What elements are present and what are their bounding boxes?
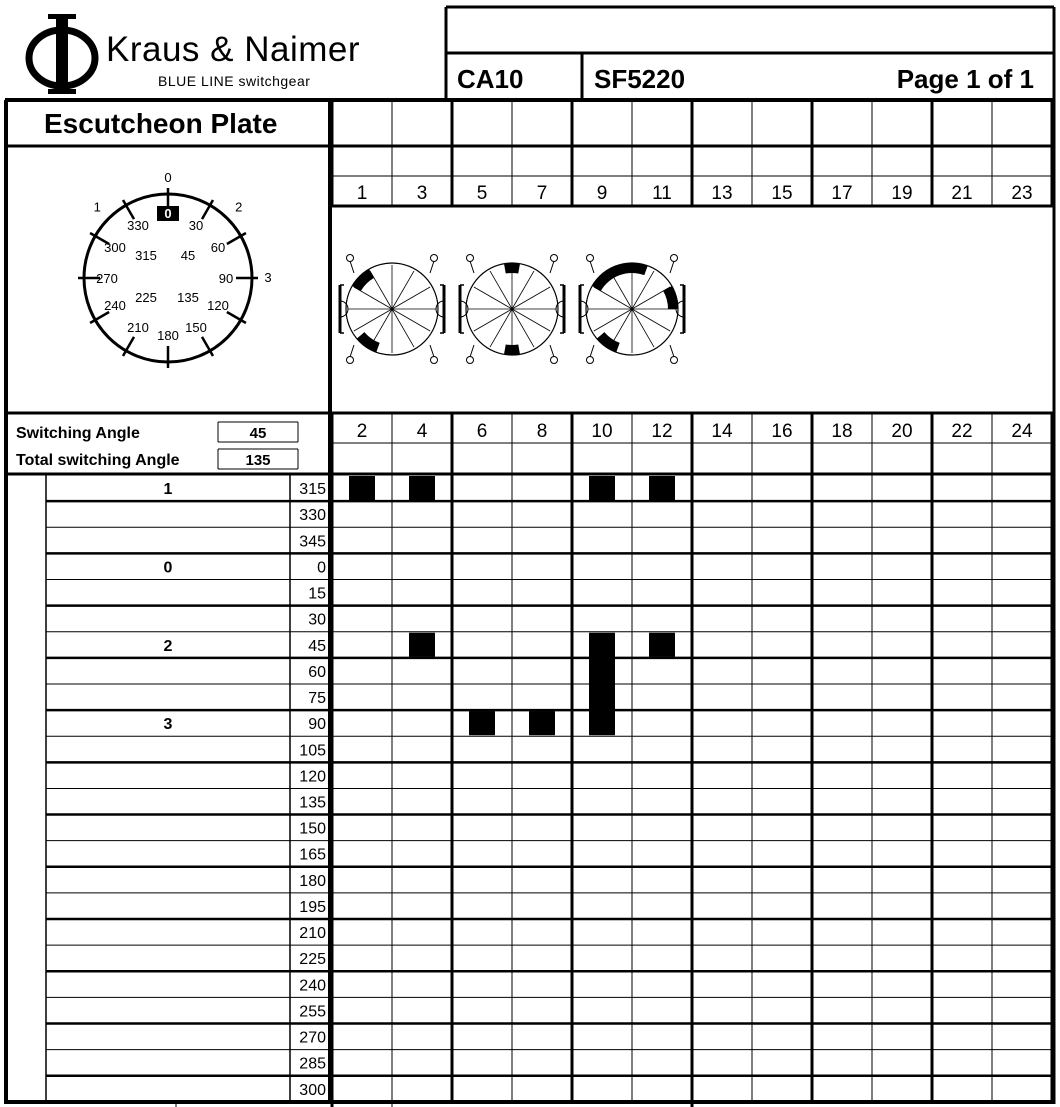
dial-degree-label: 60 (210, 240, 226, 255)
terminal-top-label: 15 (771, 183, 793, 204)
row-angle-label: 60 (308, 663, 326, 681)
stage-lead (550, 261, 554, 273)
stage-terminal (431, 357, 438, 364)
stage-lead (550, 345, 554, 357)
dial-position-label: 2 (235, 199, 243, 215)
closed-contact-mark (589, 633, 615, 735)
terminal-bottom-label: 24 (1011, 421, 1033, 442)
row-angle-label: 135 (299, 794, 326, 812)
row-angle-label: 240 (299, 977, 326, 995)
closed-contact-mark (589, 476, 615, 500)
row-angle-label: 255 (299, 1003, 326, 1021)
terminal-bottom-label: 8 (536, 421, 548, 442)
terminal-top-label: 19 (891, 183, 913, 204)
stage-terminal (347, 357, 354, 364)
dial-degree-label: 120 (207, 298, 229, 313)
row-angle-label: 30 (308, 611, 326, 629)
terminal-top-label: 7 (536, 183, 548, 204)
row-angle-label: 270 (299, 1029, 326, 1047)
dial-degree-label: 0 (164, 206, 172, 221)
row-angle-label: 120 (299, 768, 326, 786)
dial-degree-label: 330 (127, 218, 149, 233)
stage-lead (470, 345, 474, 357)
stage-lead (590, 345, 594, 357)
page-indicator: Page 1 of 1 (896, 64, 1034, 94)
terminal-top-label: 11 (652, 183, 672, 204)
terminal-top-label: 9 (596, 183, 608, 204)
contact-stage (460, 255, 564, 364)
stage-lead (590, 261, 594, 273)
contact-stage (580, 255, 684, 364)
total-switching-angle-value: 135 (245, 452, 271, 469)
angle-rows (164, 481, 327, 1099)
stage-lead (670, 261, 674, 273)
dial-degree-label: 270 (96, 271, 118, 286)
terminal-bottom-label: 16 (771, 421, 793, 442)
stage-terminal (671, 357, 678, 364)
dial-degree-label: 240 (104, 298, 126, 313)
row-angle-label: 210 (299, 925, 326, 943)
stage-terminal (587, 255, 594, 262)
terminal-bottom-label: 18 (831, 421, 853, 442)
escutcheon-dial (78, 170, 272, 368)
stage-contact-arc (504, 344, 520, 355)
closed-contact-mark (469, 711, 495, 735)
row-position-label: 2 (163, 637, 173, 655)
terminal-top-label: 1 (356, 183, 368, 204)
terminal-bottom-label: 2 (356, 421, 368, 442)
dial-degree-label: 45 (180, 248, 196, 263)
brand-subtitle: BLUE LINE switchgear (158, 73, 311, 89)
terminal-bottom-label: 14 (711, 421, 733, 442)
dial-degree-label: 180 (157, 328, 179, 343)
row-angle-label: 300 (299, 1081, 326, 1099)
stage-terminal (467, 255, 474, 262)
closed-contact-mark (409, 476, 435, 500)
row-angle-label: 90 (308, 716, 326, 734)
stage-lead (350, 345, 354, 357)
stage-terminal (467, 357, 474, 364)
terminal-bottom-label: 6 (476, 421, 488, 442)
dial-degree-label: 30 (188, 218, 204, 233)
stage-terminal (347, 255, 354, 262)
total-switching-angle-label: Total switching Angle (16, 452, 180, 469)
terminal-bottom-label: 12 (651, 421, 673, 442)
row-position-label: 1 (163, 481, 173, 499)
closed-contact-mark (649, 633, 675, 657)
series-code: CA10 (457, 64, 524, 94)
stage-terminal (587, 357, 594, 364)
stage-lead (430, 261, 434, 273)
stage-lead (430, 345, 434, 357)
row-angle-label: 75 (308, 690, 326, 708)
terminal-labels (357, 183, 1033, 442)
dial-degree-label: 135 (177, 290, 199, 305)
closed-contact-mark (529, 711, 555, 735)
stage-lead (470, 261, 474, 273)
row-angle-label: 150 (299, 820, 326, 838)
closed-contact-mark (649, 476, 675, 500)
row-angle-label: 0 (317, 559, 326, 577)
stage-terminal (551, 357, 558, 364)
terminal-bottom-label: 10 (591, 421, 613, 442)
row-angle-label: 285 (299, 1055, 326, 1073)
stage-lead (670, 345, 674, 357)
terminal-bottom-label: 20 (891, 421, 913, 442)
stage-terminal (431, 255, 438, 262)
dial-degree-label: 90 (218, 271, 234, 286)
closed-contact-mark (349, 476, 375, 500)
row-angle-label: 15 (308, 585, 326, 603)
dial-degree-label: 150 (185, 320, 207, 335)
row-angle-label: 330 (299, 507, 326, 525)
row-angle-label: 195 (299, 898, 326, 916)
dial-degree-label: 315 (135, 248, 157, 263)
row-angle-label: 225 (299, 951, 326, 969)
terminal-top-label: 17 (831, 183, 853, 204)
row-angle-label: 315 (299, 481, 326, 499)
switching-angle-value: 45 (249, 425, 267, 442)
dial-position-label: 0 (164, 170, 172, 185)
terminal-top-label: 3 (416, 183, 428, 204)
dial-position-label: 1 (93, 199, 101, 215)
dial-degree-label: 225 (135, 290, 157, 305)
row-angle-label: 105 (299, 742, 326, 760)
row-angle-label: 345 (299, 533, 326, 551)
closed-contact-mark (409, 633, 435, 657)
terminal-top-label: 5 (476, 183, 488, 204)
program-code: SF5220 (594, 64, 686, 94)
row-angle-label: 165 (299, 846, 326, 864)
stage-lead (350, 261, 354, 273)
terminal-bottom-label: 22 (951, 421, 973, 442)
stage-terminal (551, 255, 558, 262)
stage-terminal (671, 255, 678, 262)
contact-stages (340, 255, 684, 364)
dial-degree-label: 210 (127, 320, 149, 335)
dial-position-label: 3 (264, 270, 272, 285)
brand-name: Kraus & Naimer (106, 30, 361, 69)
terminal-bottom-label: 4 (416, 421, 428, 442)
switching-angle-label: Switching Angle (16, 425, 140, 442)
terminal-top-label: 23 (1011, 183, 1033, 204)
escutcheon-plate-title: Escutcheon Plate (44, 108, 278, 139)
phi-logo-icon (22, 12, 102, 96)
stage-contact-arc (504, 263, 520, 274)
grid-lines (5, 7, 1054, 1107)
dial-degree-label: 300 (104, 240, 126, 255)
row-angle-label: 180 (299, 872, 326, 890)
contact-stage (340, 255, 444, 364)
row-position-label: 3 (163, 716, 173, 734)
terminal-top-label: 21 (951, 183, 973, 204)
row-position-label: 0 (163, 559, 173, 577)
terminal-top-label: 13 (711, 183, 733, 204)
row-angle-label: 45 (308, 637, 326, 655)
